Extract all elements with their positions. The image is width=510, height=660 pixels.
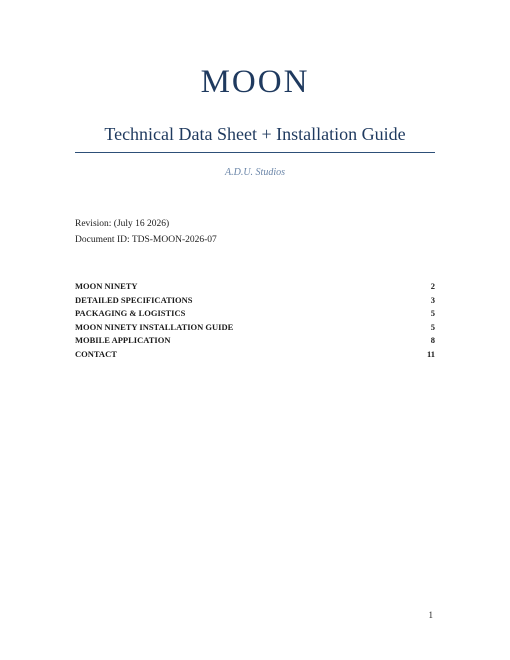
toc-entry[interactable] <box>75 321 435 335</box>
toc-entry[interactable] <box>75 280 435 294</box>
toc-entry-label: PACKAGING & LOGISTICS <box>75 308 186 318</box>
toc-entry[interactable] <box>75 307 435 321</box>
toc-entry-label: CONTACT <box>75 348 117 359</box>
toc-entry[interactable] <box>75 294 435 308</box>
document-subtitle: Technical Data Sheet + Installation Guide <box>104 124 406 144</box>
revision-line: Revision: (July 16 2026) <box>75 219 170 229</box>
page-number: 1 <box>428 610 433 620</box>
toc-entry[interactable] <box>75 348 435 362</box>
document-title: MOON <box>200 64 310 100</box>
toc-entry-page: 5 <box>430 321 435 332</box>
toc-entry-label: DETAILED SPECIFICATIONS <box>75 294 193 305</box>
document-meta <box>75 216 217 248</box>
table-of-contents <box>75 280 435 361</box>
author-line: A.D.U. Studios <box>225 167 285 178</box>
toc-entry-page: 8 <box>430 335 435 345</box>
title-divider <box>75 152 435 153</box>
toc-entry-page: 5 <box>430 308 435 318</box>
toc-entry[interactable] <box>75 334 435 348</box>
toc-entry-page: 2 <box>430 281 435 291</box>
toc-entry-label: MOBILE APPLICATION <box>75 335 171 345</box>
toc-entry-page: 11 <box>426 348 435 359</box>
toc-entry-label: MOON NINETY <box>75 281 138 291</box>
document-id-line: Document ID: TDS-MOON-2026-07 <box>75 235 217 245</box>
toc-entry-label: MOON NINETY INSTALLATION GUIDE <box>75 321 234 332</box>
toc-entry-page: 3 <box>430 294 435 305</box>
